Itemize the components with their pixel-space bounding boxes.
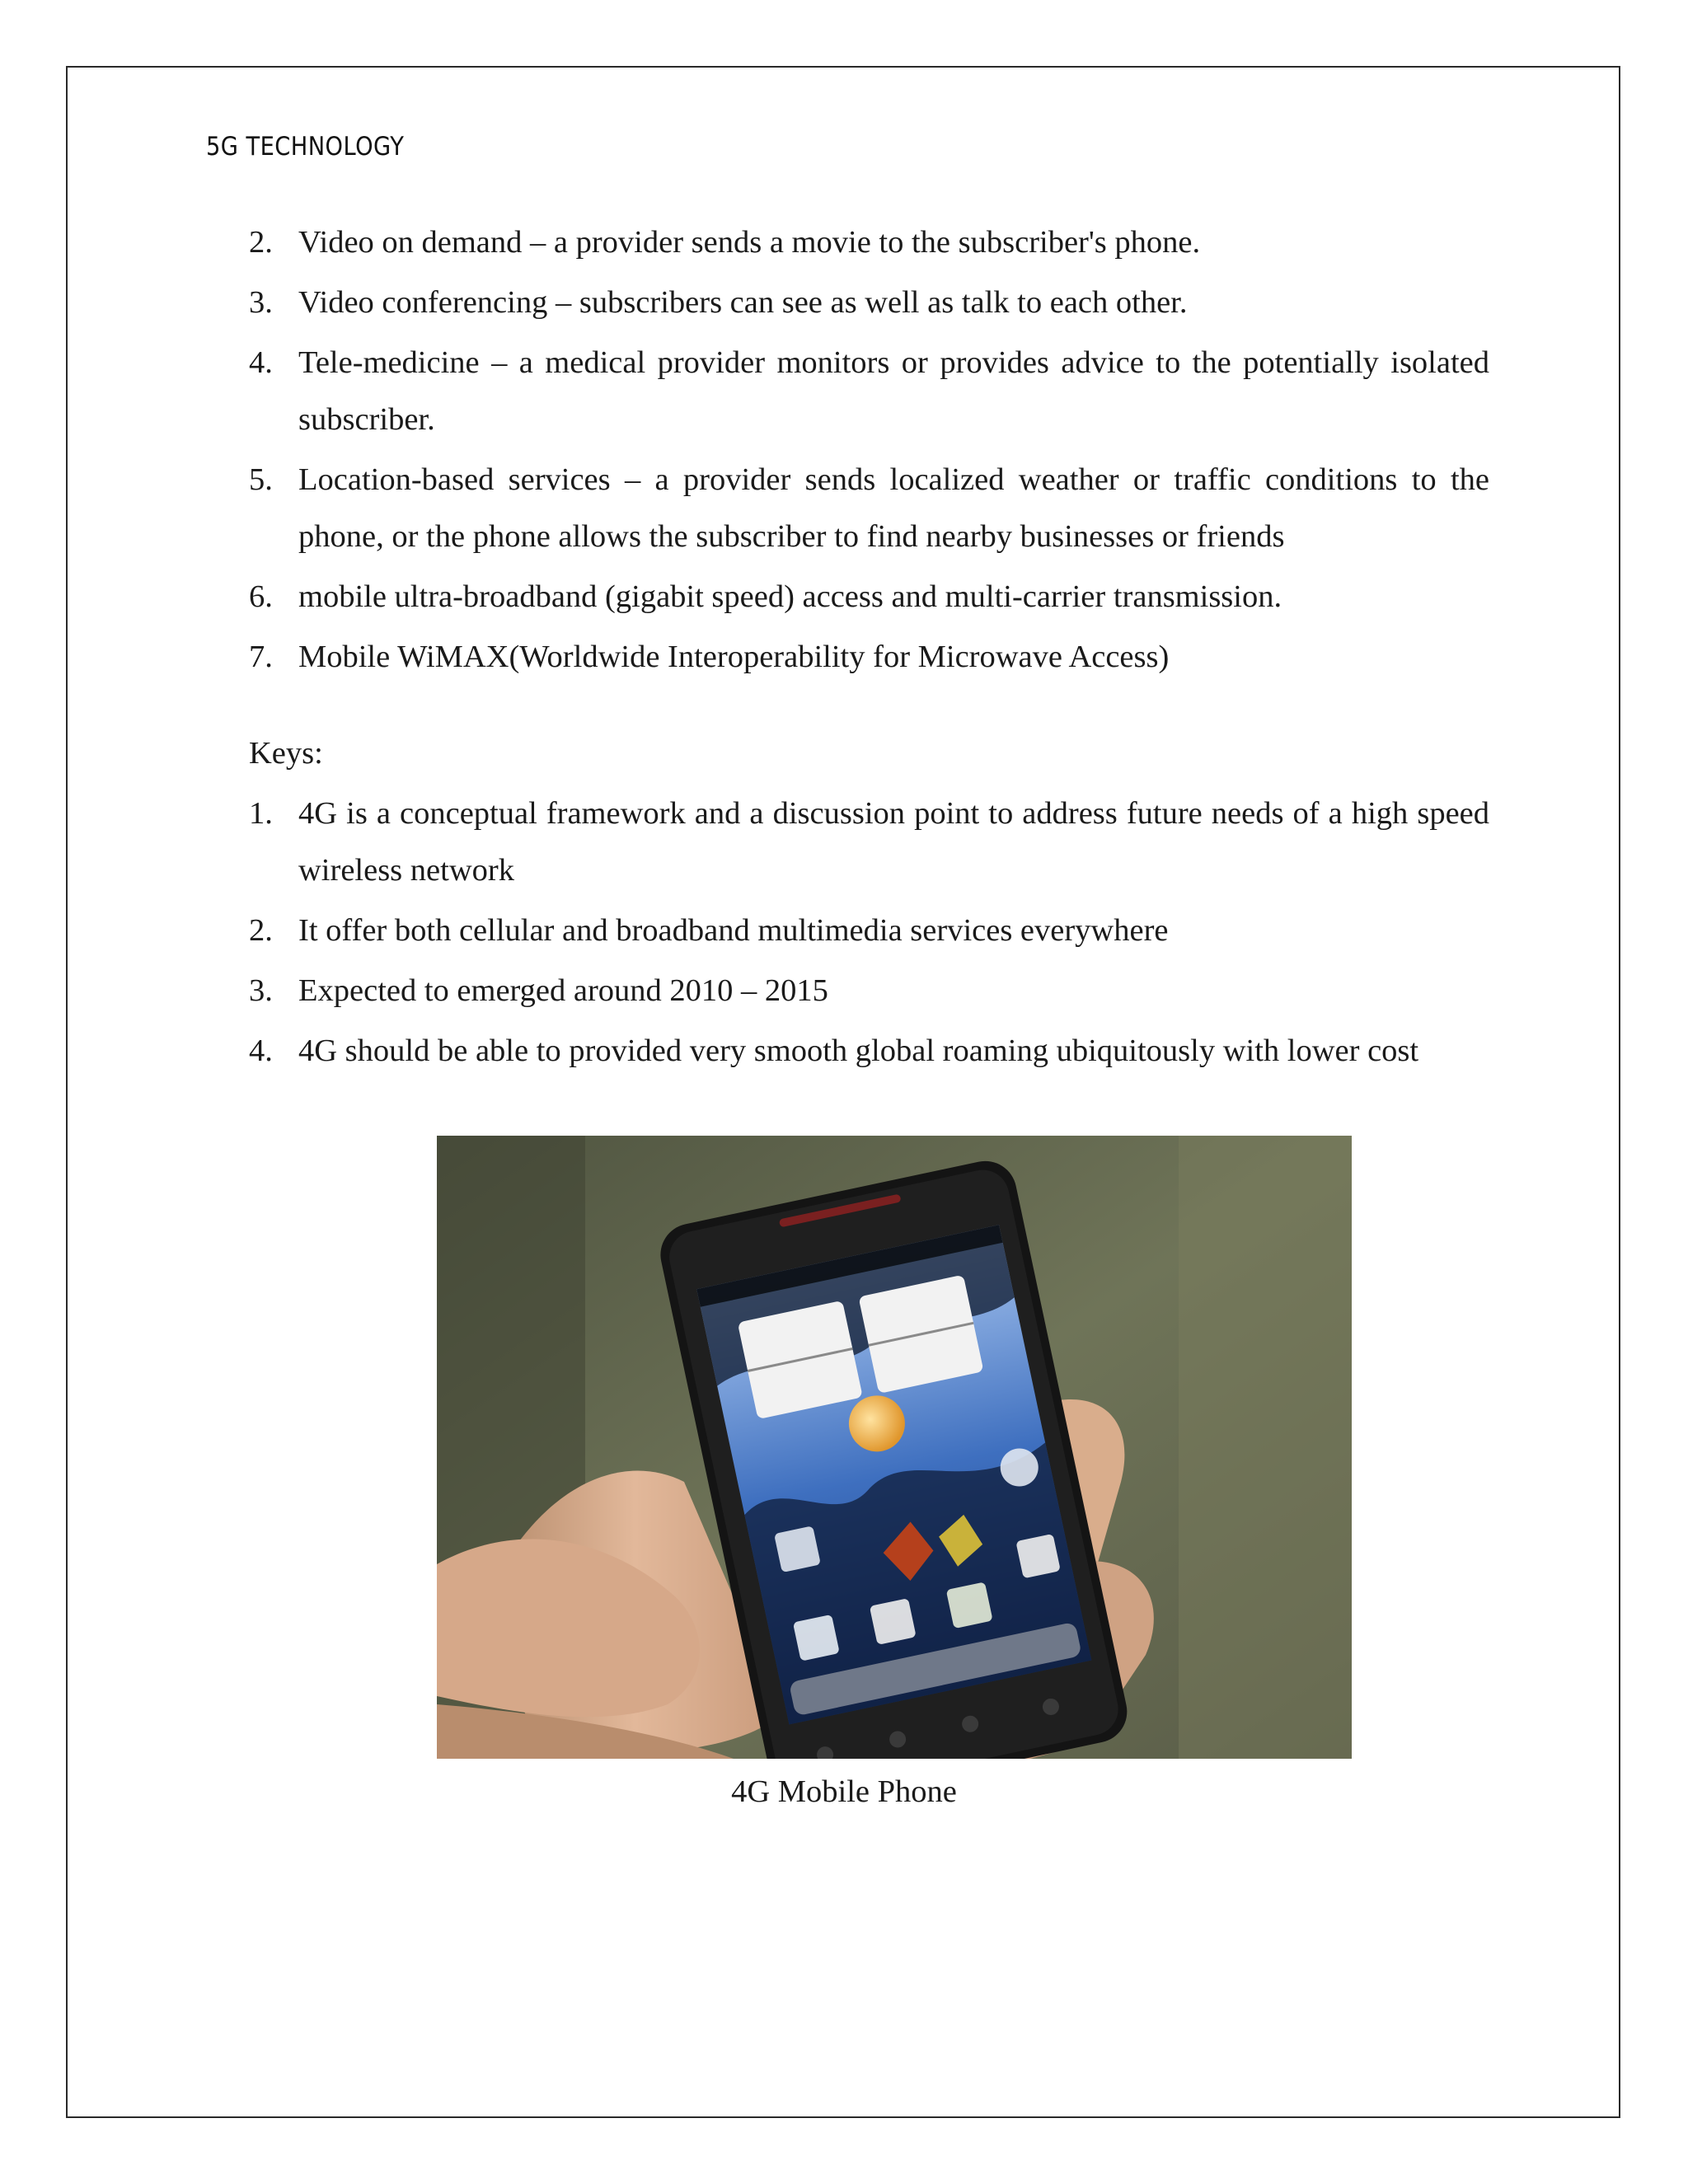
phone-photo	[437, 1136, 1352, 1759]
document-body	[249, 214, 1489, 1083]
list-item: 7. Mobile WiMAX(Worldwide Interoperability for Microwave Access)	[249, 640, 1170, 674]
list-item: 3. Video conferencing – subscribers can see as well as talk to each other.	[249, 285, 1188, 320]
list-item: 2. Video on demand – a provider sends a movie to the subscriber's phone.	[249, 225, 1201, 260]
keys-heading: Keys:	[249, 736, 323, 771]
list-item: 4. 4G should be able to provided very smooth global roaming ubiquitously with lower cost	[249, 1033, 1419, 1068]
list-item: 3. Expected to emerged around 2010 – 2015	[249, 973, 828, 1008]
applications-list	[249, 214, 1489, 686]
list-item: 6. mobile ultra-broadband (gigabit speed) access and multi-carrier transmission.	[249, 579, 1282, 614]
list-item: 2. It offer both cellular and broadband multimedia services everywhere	[249, 913, 1169, 948]
figure-caption: 4G Mobile Phone	[731, 1774, 957, 1809]
list-item: 5. Location-based services – a provider sends localized weather or traffic conditions to the phone, or the phone allows the subscriber to find nearby businesses or friends	[249, 462, 1489, 554]
list-item: 4. Tele-medicine – a medical provider monitors or provides advice to the potentially isolated subscriber.	[249, 345, 1489, 437]
phone-photo-illustration	[437, 1136, 1352, 1759]
running-header: 5G TECHNOLOGY	[206, 132, 405, 162]
list-item: 1. 4G is a conceptual framework and a discussion point to address future needs of a high speed wireless network	[249, 796, 1489, 888]
keys-list	[249, 785, 1489, 1080]
